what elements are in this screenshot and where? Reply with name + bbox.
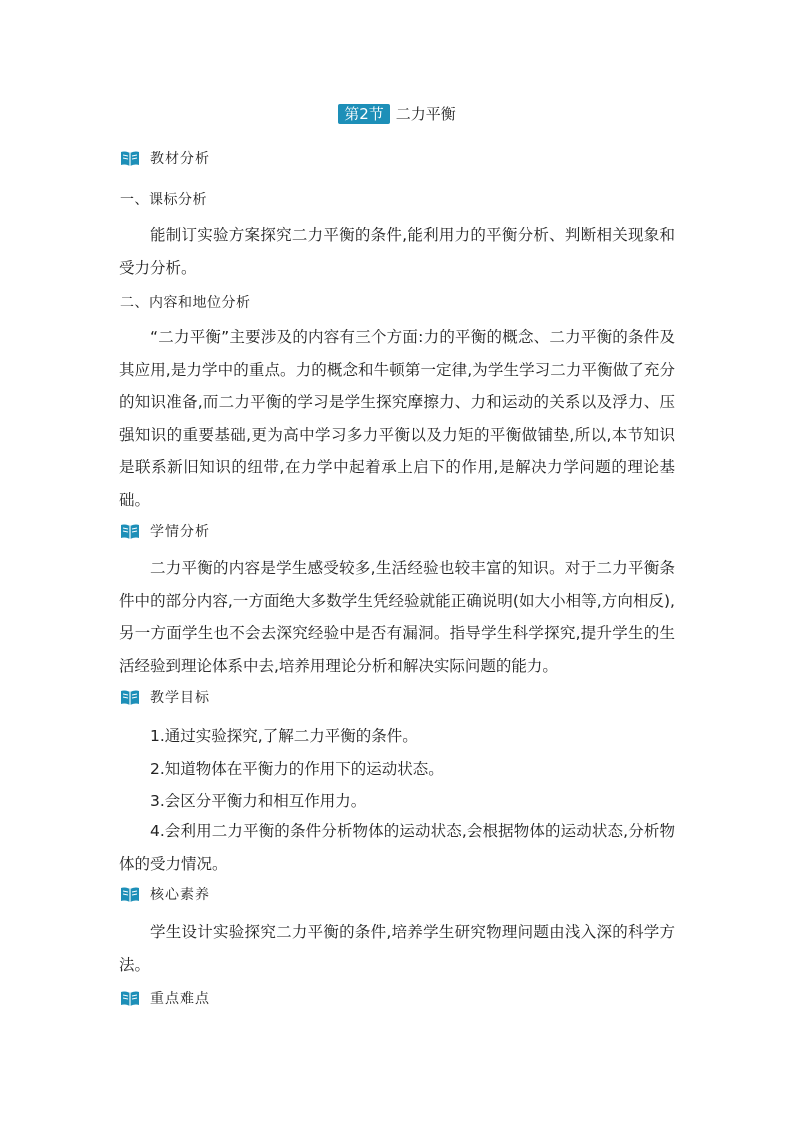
- heading-materials-analysis: [120, 147, 210, 169]
- goal-item-4: 4.会利用二力平衡的条件分析物体的运动状态,会根据物体的运动状态,分析物体的受力情况。: [119, 822, 675, 873]
- heading-text: 核心素养: [150, 887, 210, 903]
- paragraph-students: 二力平衡的内容是学生感受较多,生活经验也较丰富的知识。对于二力平衡条件中的部分内容,一方面绝大多数学生凭经验就能正确说明(如大小相等,方向相反),另一方面学生也不会去深究经验中是否有漏洞。指导学生科学探究,提升学生的生活经验到理论体系中去,培养用理论分析和解决实际问题的能力。: [119, 559, 675, 675]
- subhead-curriculum: 一、课标分析: [120, 192, 207, 208]
- heading-teaching-goals: [120, 686, 210, 708]
- heading-text: 教材分析: [150, 151, 210, 167]
- open-book-icon: [120, 522, 140, 540]
- heading-text: 重点难点: [150, 991, 210, 1007]
- goal-item-3: 3.会区分平衡力和相互作用力。: [150, 792, 367, 810]
- paragraph-content: “二力平衡”主要涉及的内容有三个方面:力的平衡的概念、二力平衡的条件及其应用,是力学中的重点。力的概念和牛顿第一定律,为学生学习二力平衡做了充分的知识准备,而二力平衡的学习是学生探究摩擦力、力和运动的关系以及浮力、压强知识的重要基础,更为高中学习多力平衡以及力矩的平衡做铺垫,所以,本节知识是联系新旧知识的纽带,在力学中起着承上启下的作用,是解决力学问题的理论基础。: [119, 328, 675, 509]
- section-title: [0, 104, 794, 124]
- heading-key-difficulties: [120, 987, 210, 1009]
- heading-text: 学情分析: [150, 524, 210, 540]
- goal-item-2: 2.知道物体在平衡力的作用下的运动状态。: [150, 760, 444, 778]
- open-book-icon: [120, 989, 140, 1007]
- heading-text: 教学目标: [150, 690, 210, 706]
- goal-item-1: 1.通过实验探究,了解二力平衡的条件。: [150, 727, 418, 745]
- paragraph-literacy: 学生设计实验探究二力平衡的条件,培养学生研究物理问题由浅入深的科学方法。: [119, 923, 675, 974]
- section-number-badge: 第2节: [338, 104, 390, 124]
- heading-core-literacy: [120, 883, 210, 905]
- open-book-icon: [120, 885, 140, 903]
- subhead-content: 二、内容和地位分析: [120, 295, 251, 311]
- heading-student-analysis: [120, 520, 210, 542]
- open-book-icon: [120, 149, 140, 167]
- open-book-icon: [120, 688, 140, 706]
- paragraph-curriculum: 能制订实验方案探究二力平衡的条件,能利用力的平衡分析、判断相关现象和受力分析。: [119, 226, 675, 277]
- section-title-text: 二力平衡: [395, 105, 456, 123]
